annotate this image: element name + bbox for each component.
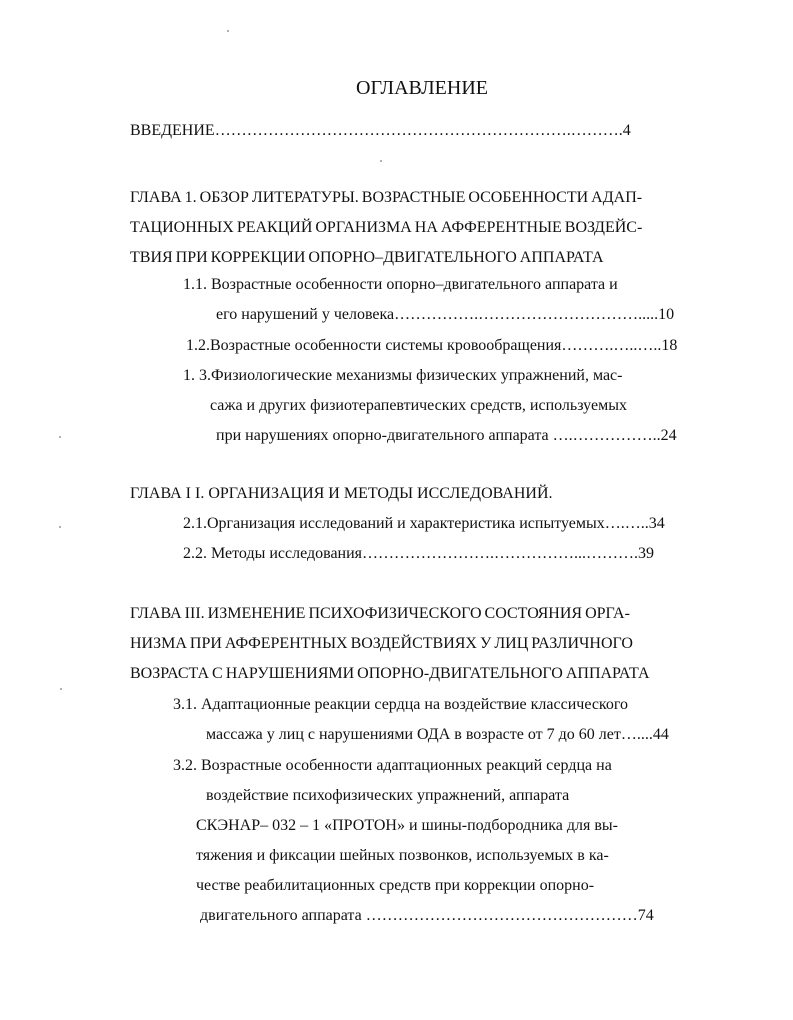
toc-entry-3-1-line1: 3.1. Адаптационные реакции сердца на воздействие классического (173, 696, 629, 713)
toc-entry-3-2-line1: 3.2. Возрастные особенности адаптационных реакций сердца на (173, 757, 612, 774)
toc-entry-3-1-line2: массажа у лиц с нарушениями ОДА в возрасте от 7 до 60 лет…....44 (206, 726, 669, 743)
scan-speck (227, 30, 229, 32)
toc-entry-3-2-line3: СКЭНАР– 032 – 1 «ПРОТОН» и шины-подбородника для вы- (196, 817, 619, 834)
scan-speck (59, 526, 61, 528)
toc-entry-1-2: 1.2.Возрастные особенности системы кровообращения……….…..…..18 (186, 337, 678, 354)
scan-speck (59, 436, 61, 438)
chapter3-title-line2: НИЗМА ПРИ АФФЕРЕНТНЫХ ВОЗДЕЙСТВИЯХ У ЛИЦ РАЗЛИЧНОГО (130, 635, 633, 652)
chapter2-title: ГЛАВА I I. ОРГАНИЗАЦИЯ И МЕТОДЫ ИССЛЕДОВАНИЙ. (130, 485, 553, 502)
chapter3-title-line1: ГЛАВА III. ИЗМЕНЕНИЕ ПСИХОФИЗИЧЕСКОГО СОСТОЯНИЯ ОРГА- (130, 605, 630, 622)
toc-entry-1-3-line2: сажа и других физиотерапевтических средств, используемых (210, 397, 627, 414)
chapter3-title-line3: ВОЗРАСТА С НАРУШЕНИЯМИ ОПОРНО-ДВИГАТЕЛЬНОГО АППАРАТА (130, 665, 650, 682)
chapter1-title-line1: ГЛАВА 1. ОБЗОР ЛИТЕРАТУРЫ. ВОЗРАСТНЫЕ ОСОБЕННОСТИ АДАП- (130, 189, 643, 206)
toc-entry-3-2-line2: воздействие психофизических упражнений, аппарата (206, 787, 570, 804)
scan-speck (60, 688, 62, 690)
toc-entry-3-2-line6: двигательного аппарата ……………………………………………74 (200, 907, 654, 924)
toc-entry-2-1: 2.1.Организация исследований и характеристика испытуемых….…..34 (183, 515, 665, 532)
toc-entry-2-2: 2.2. Методы исследования…………………….……………...……….39 (183, 545, 655, 562)
chapter1-title-line2: ТАЦИОННЫХ РЕАКЦИЙ ОРГАНИЗМА НА АФФЕРЕНТНЫЕ ВОЗДЕЙС- (130, 219, 643, 236)
toc-entry-1-1-line1: 1.1. Возрастные особенности опорно–двигательного аппарата и (183, 276, 618, 293)
toc-entry-1-1-line2: его нарушений у человека…………….………………………….....10 (216, 306, 675, 323)
toc-intro: ВВЕДЕНИЕ………………………………………………………….……….4 (130, 122, 631, 139)
toc-entry-1-3-line3: при нарушениях опорно-двигательного аппарата ….……………..24 (216, 427, 677, 444)
toc-entry-3-2-line5: честве реабилитационных средств при коррекции опорно- (196, 877, 595, 894)
toc-entry-3-2-line4: тяжения и фиксации шейных позвонков, используемых в ка- (196, 847, 609, 864)
toc-entry-1-3-line1: 1. 3.Физиологические механизмы физических упражнений, мас- (183, 367, 623, 384)
chapter1-title-line3: ТВИЯ ПРИ КОРРЕКЦИИ ОПОРНО–ДВИГАТЕЛЬНОГО АППАРАТА (130, 249, 604, 266)
scan-speck (380, 160, 382, 162)
page-title: ОГЛАВЛЕНИЕ (356, 77, 488, 99)
